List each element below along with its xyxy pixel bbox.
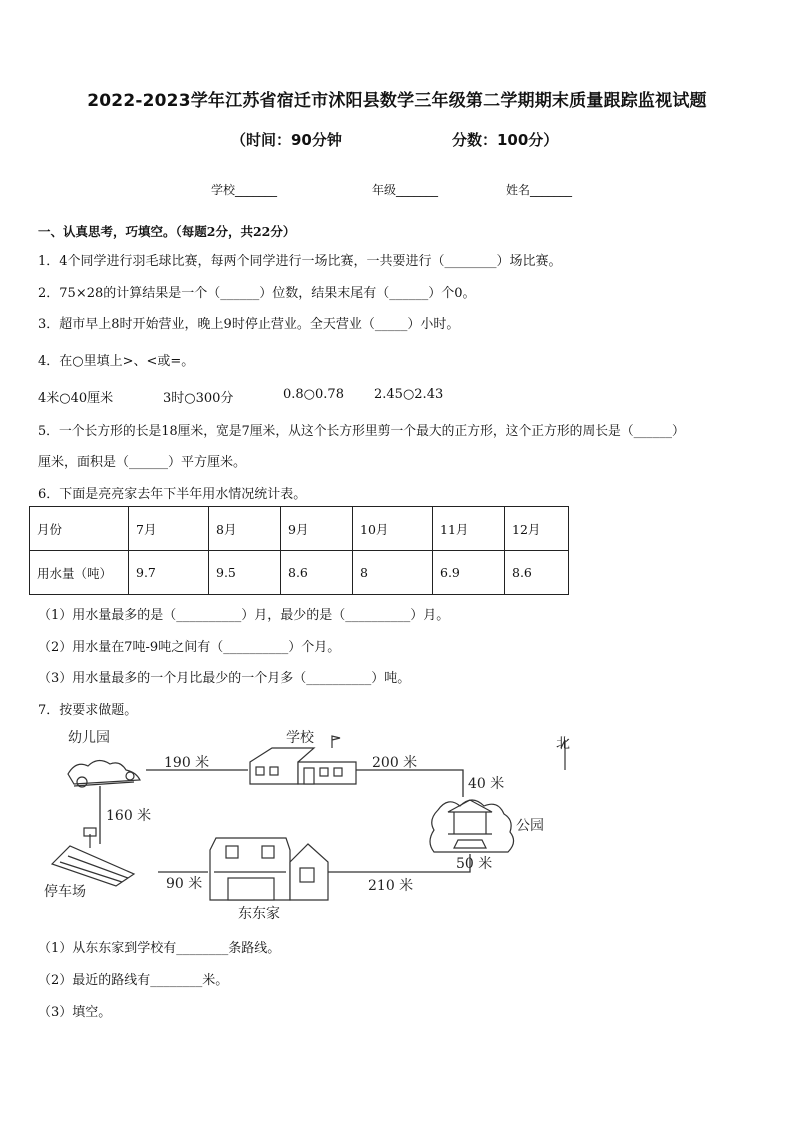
label-parking: 停车场 [44,884,86,900]
table-row [30,507,569,551]
compare-item: 3时○300分 [163,391,234,406]
table-cell: 8.6 [281,551,353,595]
question-7: 7．按要求做题。 [38,703,138,718]
table-cell: 6.9 [433,551,505,595]
label-park: 公园 [516,818,544,834]
kindergarten-icon [68,760,140,787]
distance-label: 190 米 [164,755,210,771]
question-7-1: （1）从东东家到学校有________条路线。 [38,941,281,956]
question-1: 1．4个同学进行羽毛球比赛，每两个同学进行一场比赛，一共要进行（________）场比赛。 [38,254,562,269]
label-north: 北 [556,736,570,752]
question-6-3: （3）用水量最多的一个月比最少的一个月多（__________）吨。 [38,671,411,686]
question-4: 4．在○里填上>、<或=。 [38,354,195,369]
home-icon [210,838,328,900]
distance-label: 50 米 [456,856,493,872]
table-header-cell: 月份 [30,507,129,551]
table-header-cell: 10月 [353,507,433,551]
table-row [30,551,569,595]
question-6-2: （2）用水量在7吨-9吨之间有（__________）个月。 [38,640,341,655]
question-6: 6．下面是亮亮家去年下半年用水情况统计表。 [38,487,307,502]
exam-score: 分数：100分） [452,131,559,149]
route-map [38,722,598,927]
question-3: 3．超市早上8时开始营业，晚上9时停止营业。全天营业（_____）小时。 [38,317,460,332]
question-7-2: （2）最近的路线有________米。 [38,973,229,988]
distance-label: 40 米 [468,776,505,792]
table-header-cell: 7月 [129,507,209,551]
grade-field: 年级_______ [372,183,439,197]
park-icon [430,800,514,852]
section-heading: 一、认真思考，巧填空。（每题2分，共22分） [38,224,296,239]
label-kindergarten: 幼儿园 [68,730,110,746]
page-title: 2022-2023学年江苏省宿迁市沭阳县数学三年级第二学期期末质量跟踪监视试题 [87,91,707,111]
table-header-cell: 12月 [505,507,569,551]
compare-item: 4米○40厘米 [38,391,114,406]
question-7-3: （3）填空。 [38,1005,112,1020]
table-cell: 9.5 [209,551,281,595]
distance-label: 90 米 [166,876,203,892]
label-home: 东东家 [238,906,280,922]
table-header-cell: 11月 [433,507,505,551]
table-cell: 8 [353,551,433,595]
school-field: 学校_______ [211,183,278,197]
distance-label: 160 米 [106,808,152,824]
distance-label: 200 米 [372,755,418,771]
table-header-cell: 8月 [209,507,281,551]
question-5-line2: 厘米，面积是（______）平方厘米。 [38,455,247,470]
table-cell: 9.7 [129,551,209,595]
compare-item: 0.8○0.78 [283,387,344,402]
parking-icon [52,828,134,886]
exam-time: （时间：90分钟 [231,131,342,149]
question-2: 2．75×28的计算结果是一个（______）位数，结果末尾有（______）个0。 [38,286,476,301]
road-segment [356,770,463,797]
table-header-cell: 9月 [281,507,353,551]
question-5-line1: 5．一个长方形的长是18厘米，宽是7厘米，从这个长方形里剪一个最大的正方形，这个正方形的周长是（______） [38,424,685,439]
label-school: 学校 [286,730,314,746]
question-6-1: （1）用水量最多的是（__________）月，最少的是（__________）月。 [38,608,450,623]
road-segment [328,854,470,872]
compare-item: 2.45○2.43 [374,387,444,402]
distance-label: 210 米 [368,878,414,894]
water-usage-table [29,506,569,595]
table-cell: 8.6 [505,551,569,595]
table-cell: 用水量（吨） [30,551,129,595]
name-field: 姓名_______ [506,183,573,197]
